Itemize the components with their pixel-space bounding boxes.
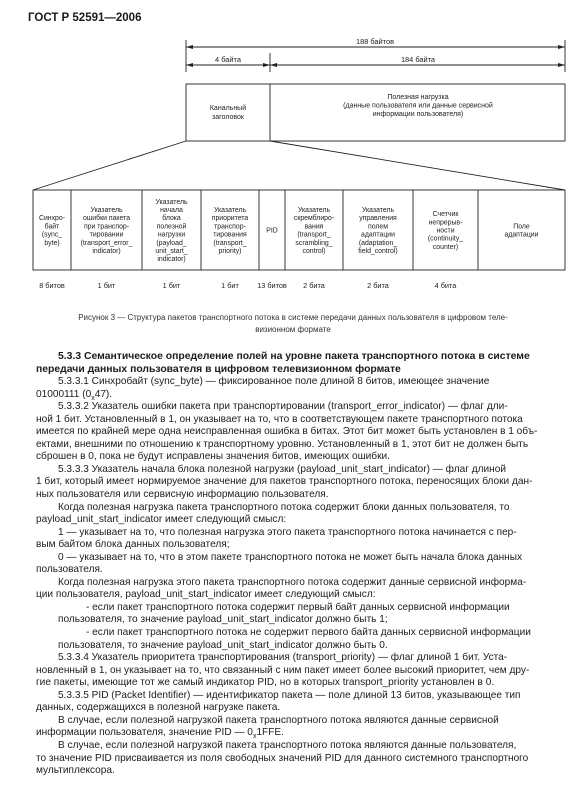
field-label: скремблиро- <box>293 215 335 223</box>
body-text <box>36 351 551 778</box>
field-label: indicator) <box>157 256 186 264</box>
para-5332-line: сброшен в 0, пока не будут исправлены значения битов, имеющих ошибки. <box>36 451 390 463</box>
channel-header-label: заголовок <box>212 114 244 121</box>
para-5332-line: ной 1 бит. Установленный в 1, он указывает на то, что в соответствующем пакете транспортного потока <box>36 413 523 425</box>
para-5332-line: имеется по крайней мере одна неисправленная ошибка в битах. Этот бит может быть установлен в 1 объ- <box>36 426 538 438</box>
field-label: Счетчик <box>432 211 459 219</box>
field-label: indicator) <box>92 248 121 255</box>
field-label: байт <box>44 223 60 231</box>
channel-header-label: Канальный <box>209 105 247 112</box>
para-5332-line: ектами, внешними по отношению к транспортному уровню. Установленный в 1, этот бит не должен быть <box>36 438 529 450</box>
para-service-info-line: ции пользователя, payload_unit_start_indicator имеет следующий смысл: <box>36 589 376 601</box>
field-label: полем <box>367 223 389 231</box>
list-item-first-byte: - если пакет транспортного потока содержит первый байт данных сервисной информации <box>86 601 510 613</box>
page-header: ГОСТ Р 52591—2006 <box>28 12 142 24</box>
para-pid-service: В случае, если полезной нагрузкой пакета транспортного потока являются данные сервисной <box>58 714 499 726</box>
section-heading-cont: передачи данных пользователя в цифровом телевизионном формате <box>36 363 401 375</box>
para-5334-line: новленный в 1, он указывает на то, что связанный с ним пакет имеет более высокий приоритет, чем дру- <box>36 664 530 676</box>
field-label: (adaptation_ <box>358 239 398 247</box>
field-bit-length: 2 бита <box>303 281 325 290</box>
field-bit-length: 2 бита <box>367 281 389 290</box>
figure-caption <box>35 312 551 336</box>
para-value-0: 0 — указывает на то, что в этом пакете транспортного потока не может быть начала блока данных <box>58 551 523 563</box>
para-5333-line: ных пользователя или сервисную информацию пользователя. <box>36 489 329 501</box>
para-pid-user-line: то значение PID присваивается из поля свободных значений PID для данного системного транспортного <box>36 752 529 764</box>
field-label: (payload_ <box>156 239 187 247</box>
field-label: Указатель <box>90 207 123 214</box>
field-label: начала <box>160 207 183 214</box>
field-label: непрерыв- <box>428 219 463 227</box>
field-label: адаптации <box>504 231 539 239</box>
para-5332: 5.3.3.2 Указатель ошибки пакета при транспортировании (transport_error_indicator) — флаг дли- <box>58 401 508 413</box>
field-label: тировании <box>89 231 124 239</box>
field-label: priority) <box>218 248 242 255</box>
field-label: (sync_ <box>41 231 63 239</box>
payload-label: (данные пользователя или данные сервисной <box>343 102 493 110</box>
field-label: транспор- <box>214 223 246 231</box>
payload-label: информации пользователя) <box>372 111 464 118</box>
list-item-no-first-byte: - если пакет транспортного потока не содержит первого байта данных сервисной информации <box>86 627 531 639</box>
para-5331-cont: 01000111 $(0_x47)$. <box>36 388 113 402</box>
field-label: unit_start_ <box>155 248 188 255</box>
field-label: приоритета <box>211 215 249 223</box>
dim-header-label: 4 байта <box>215 55 241 64</box>
field-label: ошибки пакета <box>82 215 131 223</box>
field-label: (continuity_ <box>427 235 464 243</box>
packet-structure-diagram <box>0 0 582 310</box>
field-label: Указатель <box>297 207 331 214</box>
caption-line-2: визионном формате <box>255 325 331 334</box>
field-label: (transport_ <box>213 239 247 247</box>
field-bit-length: 1 бит <box>97 281 116 290</box>
field-label: при транспор- <box>83 223 130 231</box>
field-label: (transport_ <box>297 231 331 239</box>
section-heading: 5.3.3 Семантическое определение полей на уровне пакета транспортного потока в системе <box>58 351 530 362</box>
dim-total-label: 188 байтов <box>355 37 395 46</box>
field-label: scrambling_ <box>295 239 333 247</box>
field-bit-length: 1 бит <box>162 281 181 290</box>
field-label: Синхро- <box>38 215 66 223</box>
field-label: Указатель <box>213 207 247 214</box>
header-fields <box>39 199 539 263</box>
para-5334: 5.3.3.4 Указатель приоритета транспортирования (transport_priority) — флаг длиной 1 бит. Уста- <box>58 652 508 664</box>
field-bit-length: 13 битов <box>257 281 287 290</box>
field-label: полезной <box>156 223 187 231</box>
para-value-1: 1 — указывает на то, что полезная нагрузка этого пакета транспортного потока начинается с пер- <box>58 526 517 538</box>
field-label: byte) <box>44 239 60 247</box>
dim-payload-label: 184 байта <box>400 55 436 64</box>
field-label: (transport_error_ <box>80 239 133 247</box>
field-bit-length: 4 бита <box>434 281 457 290</box>
para-pid-service-line: информации пользователя, значение PID — $0_x1FFE$. <box>36 727 284 741</box>
field-bit-length: 1 бит <box>221 281 239 290</box>
para-5331: 5.3.3.1 Синхробайт (sync_byte) — фиксированное поле длиной 8 битов, имеющее значение <box>58 376 490 388</box>
caption-line-1: Рисунок 3 — Структура пакетов транспортного потока в системе передачи данных пользователя в цифровом теле- <box>78 313 508 322</box>
field-label: Указатель <box>361 207 395 214</box>
field-label: тирования <box>213 231 247 239</box>
field-label: PID <box>266 227 278 235</box>
para-5335-line: данных, содержащихся в полезной нагрузке пакета. <box>36 702 281 714</box>
field-label: вания <box>304 223 324 231</box>
field-label: адаптации <box>361 231 395 239</box>
field-label: управления <box>359 215 397 223</box>
payload-label: Полезная нагрузка <box>387 94 449 101</box>
bit-lengths <box>39 281 457 290</box>
field-label: control) <box>302 248 326 255</box>
list-item-no-first-byte-line: пользователя, то значение payload_unit_start_indicator должно быть 0. <box>58 639 388 651</box>
para-payload-data: Когда полезная нагрузка пакета транспортного потока содержит блоки данных пользователя, то <box>58 501 510 513</box>
para-pid-user: В случае, если полезной нагрузкой пакета транспортного потока являются данные пользователя, <box>58 739 517 751</box>
field-label: field_control) <box>358 248 398 255</box>
field-label: ности <box>436 227 455 235</box>
para-5335: 5.3.3.5 PID (Packet Identifier) — идентификатор пакета — поле длиной 13 битов, указывающее тип <box>58 689 521 701</box>
para-service-info: Когда полезная нагрузка этого пакета транспортного потока содержит данные сервисной информа- <box>58 576 527 588</box>
channel-header-box <box>210 104 246 121</box>
para-5334-line: гие пакеты, имеющие тот же самый индикатор PID, но в которых transport_priority установлен в 0. <box>36 677 495 689</box>
field-label: Поле <box>513 223 530 231</box>
payload-box <box>343 94 493 118</box>
list-item-first-byte-line: пользователя, то значение payload_unit_start_indicator должно быть 1; <box>58 614 388 626</box>
para-value-0-line: пользователя. <box>36 564 103 576</box>
field-label: counter) <box>432 243 459 251</box>
field-label: нагрузки <box>157 231 186 239</box>
para-5333-line: 1 бит, который имеет нормируемое значение для пакетов транспортного потока, переносящих блоки дан- <box>36 476 533 488</box>
field-label: Указатель <box>155 198 188 206</box>
field-label: блока <box>162 215 181 223</box>
field-bit-length: 8 битов <box>39 281 65 290</box>
para-pid-user-line: мультиплексора. <box>36 765 115 777</box>
para-value-1-line: вым байтом блока данных пользователя; <box>36 539 230 551</box>
para-payload-data-line: payload_unit_start_indicator имеет следующий смысл: <box>36 514 287 526</box>
para-5333: 5.3.3.3 Указатель начала блока полезной нагрузки (payload_unit_start_indicator) — флаг длиной <box>58 463 506 475</box>
